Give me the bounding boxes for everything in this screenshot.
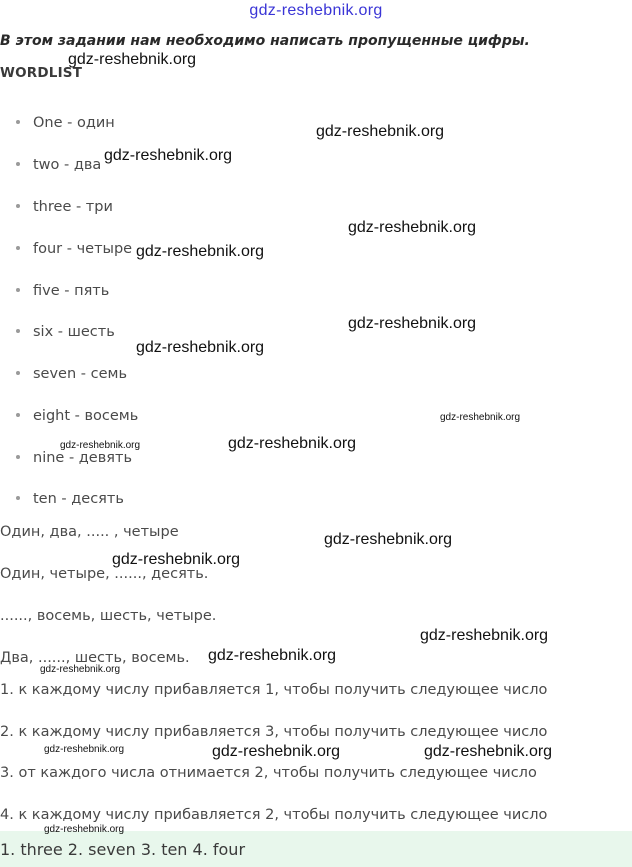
rule-line: 2. к каждому числу прибавляется 3, чтобы получить следующее число xyxy=(0,724,548,740)
bullet-icon xyxy=(16,455,20,459)
bullet-icon xyxy=(16,371,20,375)
sequence-line: ......, восемь, шесть, четыре. xyxy=(0,608,217,624)
watermark: gdz-reshebnik.org xyxy=(136,339,265,356)
rule-line: 4. к каждому числу прибавляется 2, чтобы получить следующее число xyxy=(0,807,548,823)
bullet-icon xyxy=(16,496,20,500)
watermark: gdz-reshebnik.org xyxy=(68,51,197,68)
watermark: gdz-reshebnik.org xyxy=(44,824,125,835)
wordlist-heading: WORDLIST xyxy=(0,65,83,81)
bullet-icon xyxy=(16,329,20,333)
watermark: gdz-reshebnik.org xyxy=(40,664,121,675)
wordlist-item: eight - восемь xyxy=(16,408,138,424)
watermark: gdz-reshebnik.org xyxy=(420,627,549,644)
watermark: gdz-reshebnik.org xyxy=(212,743,341,760)
rule-line: 1. к каждому числу прибавляется 1, чтобы получить следующее число xyxy=(0,682,548,698)
watermark: gdz-reshebnik.org xyxy=(112,551,241,568)
bullet-icon xyxy=(16,246,20,250)
rule-line: 3. от каждого числа отнимается 2, чтобы получить следующее число xyxy=(0,765,537,781)
sequence-line: Один, два, ..... , четыре xyxy=(0,524,179,540)
wordlist-item: six - шесть xyxy=(16,324,115,340)
watermark: gdz-reshebnik.org xyxy=(348,219,477,236)
watermark: gdz-reshebnik.org xyxy=(316,123,445,140)
bullet-icon xyxy=(16,413,20,417)
wordlist-item: two - два xyxy=(16,157,101,173)
bullet-icon xyxy=(16,204,20,208)
watermark: gdz-reshebnik.org xyxy=(324,531,453,548)
watermark: gdz-reshebnik.org xyxy=(136,243,265,260)
watermark: gdz-reshebnik.org xyxy=(104,147,233,164)
wordlist-item: nine - девять xyxy=(16,450,132,466)
sequence-line: Два, ......, шесть, восемь. xyxy=(0,650,190,666)
watermark: gdz-reshebnik.org xyxy=(44,744,125,755)
watermark: gdz-reshebnik.org xyxy=(424,743,553,760)
sequence-line: Один, четыре, ......, десять. xyxy=(0,566,209,582)
bullet-icon xyxy=(16,120,20,124)
answer-text: 1. three 2. seven 3. ten 4. four xyxy=(0,840,246,859)
wordlist-item: five - пять xyxy=(16,283,109,299)
watermark: gdz-reshebnik.org xyxy=(348,315,477,332)
bullet-icon xyxy=(16,162,20,166)
watermark: gdz-reshebnik.org xyxy=(60,440,141,451)
watermark: gdz-reshebnik.org xyxy=(228,435,357,452)
watermark: gdz-reshebnik.org xyxy=(208,647,337,664)
wordlist-item: four - четыре xyxy=(16,241,132,257)
wordlist-item: ten - десять xyxy=(16,491,124,507)
watermark: gdz-reshebnik.org xyxy=(440,412,521,423)
wordlist-item: seven - семь xyxy=(16,366,127,382)
wordlist-item: three - три xyxy=(16,199,113,215)
wordlist-item: One - один xyxy=(16,115,115,131)
site-header-link[interactable]: gdz-reshebnik.org xyxy=(249,2,383,19)
task-intro: В этом задании нам необходимо написать пропущенные цифры. xyxy=(0,33,530,49)
bullet-icon xyxy=(16,288,20,292)
